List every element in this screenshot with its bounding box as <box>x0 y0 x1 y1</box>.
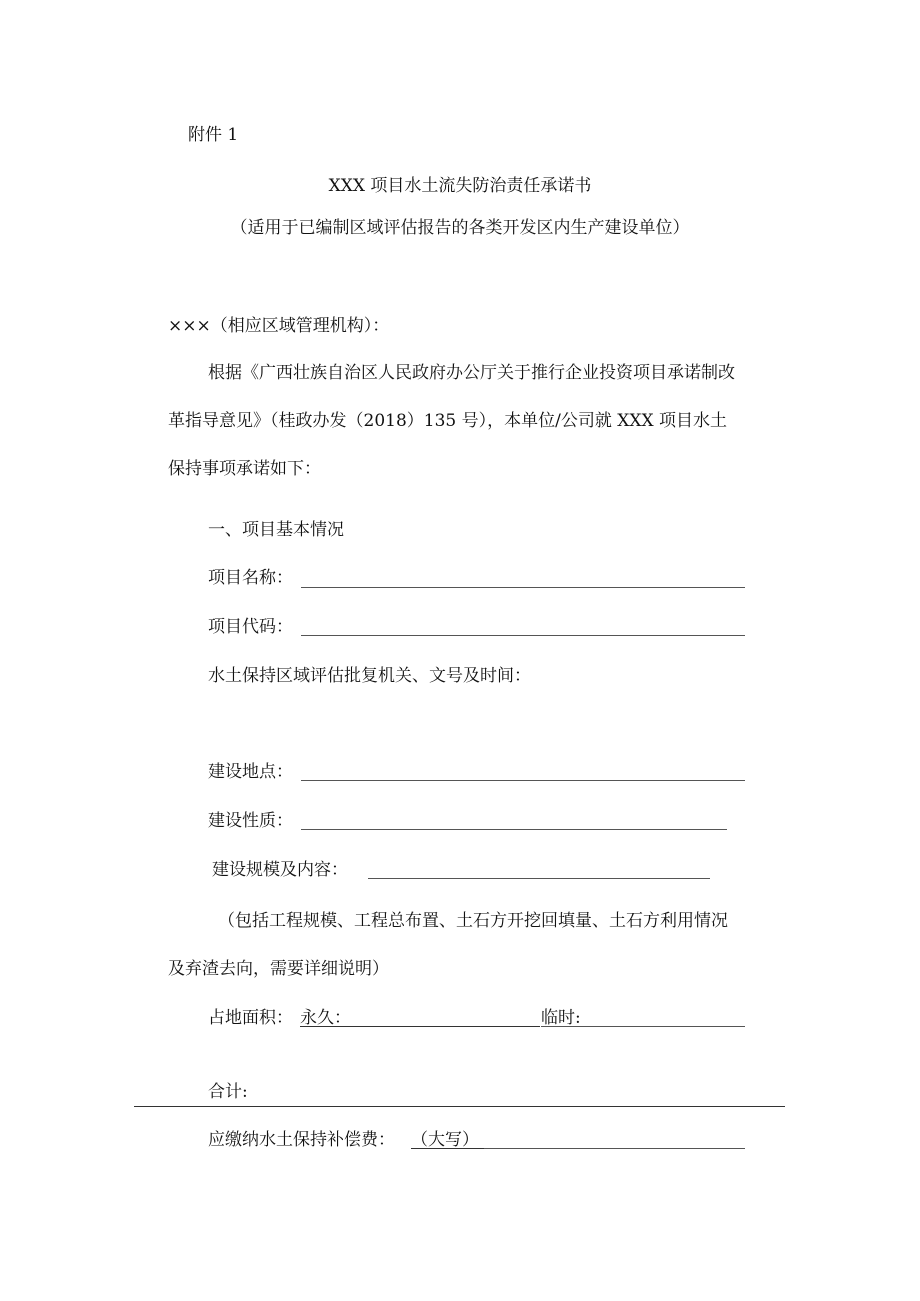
addressee: ×××（相应区域管理机构）： <box>168 316 390 336</box>
location-label: 建设地点： <box>208 762 293 782</box>
approval-label: 水土保持区域评估批复机关、文号及时间： <box>208 666 531 686</box>
intro-line-1: 根据《广西壮族自治区人民政府办公厅关于推行企业投资项目承诺制改 <box>208 363 735 383</box>
project-name-label: 项目名称： <box>208 568 293 588</box>
total-label: 合计: <box>208 1082 248 1102</box>
scale-label: 建设规模及内容： <box>212 860 348 880</box>
nature-label: 建设性质： <box>208 811 293 831</box>
area-permanent-label: 永久： <box>300 1008 351 1028</box>
document-subtitle: （适用于已编制区域评估报告的各类开发区内生产建设单位） <box>230 218 690 238</box>
attachment-label: 附件 1 <box>188 125 239 145</box>
total-field[interactable] <box>134 1106 785 1107</box>
fee-label: 应缴纳水土保持补偿费： <box>208 1130 395 1150</box>
fee-field[interactable] <box>484 1148 745 1149</box>
intro-line-3: 保持事项承诺如下： <box>168 459 321 479</box>
scale-note-line-1: （包括工程规模、工程总布置、土石方开挖回填量、土石方利用情况 <box>218 911 728 931</box>
area-label: 占地面积： <box>208 1008 293 1028</box>
project-code-label: 项目代码： <box>208 617 293 637</box>
fee-capital-label: （大写） <box>411 1130 479 1150</box>
intro-line-2: 革指导意见》（桂政办发（2018）135 号），本单位/公司就 XXX 项目水土 <box>168 411 727 431</box>
project-name-field[interactable] <box>301 587 745 588</box>
area-permanent-underline <box>300 1026 540 1027</box>
area-temporary-label: 临时: <box>541 1008 581 1028</box>
nature-field[interactable] <box>301 829 727 830</box>
scale-field[interactable] <box>368 878 710 879</box>
section-heading: 一、项目基本情况 <box>208 520 344 540</box>
fee-capital-underline <box>411 1148 484 1149</box>
scale-note-line-2: 及弃渣去向，需要详细说明） <box>168 959 389 979</box>
project-code-field[interactable] <box>301 635 745 636</box>
document-title: XXX 项目水土流失防治责任承诺书 <box>328 176 592 196</box>
area-temporary-field[interactable] <box>541 1026 745 1027</box>
location-field[interactable] <box>301 780 745 781</box>
